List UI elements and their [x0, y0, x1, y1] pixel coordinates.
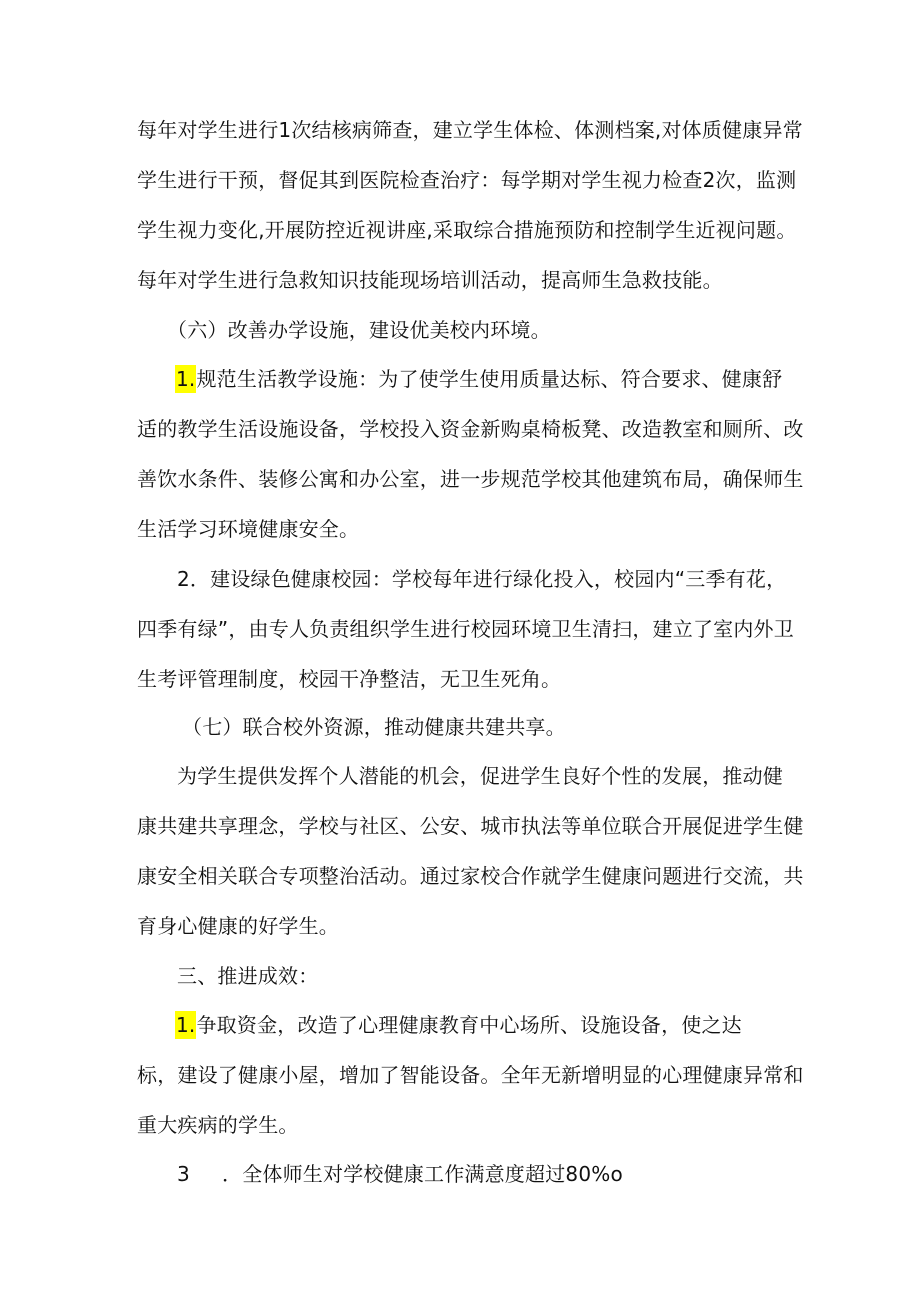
list-item-text: 规范生活教学设施：为了使学生使用质量达标、符合要求、健康舒	[196, 367, 783, 391]
paragraph-line: 每年对学生进行急救知识技能现场培训活动，提高师生急救技能。	[137, 268, 723, 292]
section-heading-6: （六）改善办学设施，建设优美校内环境。	[167, 318, 551, 342]
paragraph-line: 康安全相关联合专项整治活动。通过家校合作就学生健康问题进行交流，共	[137, 864, 804, 888]
paragraph-line: 育身心健康的好学生。	[137, 914, 339, 938]
result-item-3-number: 3	[177, 1162, 190, 1186]
paragraph-line: 善饮水条件、装修公寓和办公室，进一步规范学校其他建筑布局，确保师生	[137, 467, 804, 491]
result-item-3-text: ．全体师生对学校健康工作满意度超过80%o	[222, 1162, 623, 1186]
section-heading-7: （七）联合校外资源，推动健康共建共享。	[182, 715, 566, 739]
paragraph-line: 学生视力变化,开展防控近视讲座,采取综合措施预防和控制学生近视问题。	[137, 218, 797, 242]
paragraph-line: 学生进行干预，督促其到医院检查治疗：每学期对学生视力检查2次，监测	[137, 168, 797, 192]
paragraph-line: 标，建设了健康小屋，增加了智能设备。全年无新增明显的心理健康异常和	[137, 1063, 804, 1087]
list-item-1	[175, 365, 782, 393]
result-item-1	[175, 1011, 742, 1039]
paragraph-line: 生活学习环境健康安全。	[137, 517, 360, 541]
paragraph-line: 每年对学生进行1次结核病筛查，建立学生体检、体测档案,对体质健康异常	[137, 118, 803, 142]
paragraph-line: 生考评管理制度，校园干净整洁，无卫生死角。	[137, 667, 562, 691]
paragraph-line: 适的教学生活设施设备，学校投入资金新购桌椅板凳、改造教室和厕所、改	[137, 417, 804, 441]
result-item-text: 争取资金，改造了心理健康教育中心场所、设施设备，使之达	[196, 1013, 742, 1037]
paragraph-line: 为学生提供发挥个人潜能的机会，促进学生良好个性的发展，推动健	[177, 764, 783, 788]
paragraph-line: 四季有绿”，由专人负责组织学生进行校园环境卫生清扫，建立了室内外卫	[137, 617, 794, 641]
list-item-2: 2．建设绿色健康校园：学校每年进行绿化投入，校园内“三季有花，	[177, 567, 787, 591]
highlighted-number: 1.	[176, 1013, 196, 1037]
paragraph-line: 康共建共享理念，学校与社区、公安、城市执法等单位联合开展促进学生健	[137, 814, 804, 838]
section-heading-3: 三、推进成效：	[177, 964, 319, 988]
paragraph-line: 重大疾病的学生。	[137, 1113, 299, 1137]
highlighted-number: 1.	[176, 367, 196, 391]
